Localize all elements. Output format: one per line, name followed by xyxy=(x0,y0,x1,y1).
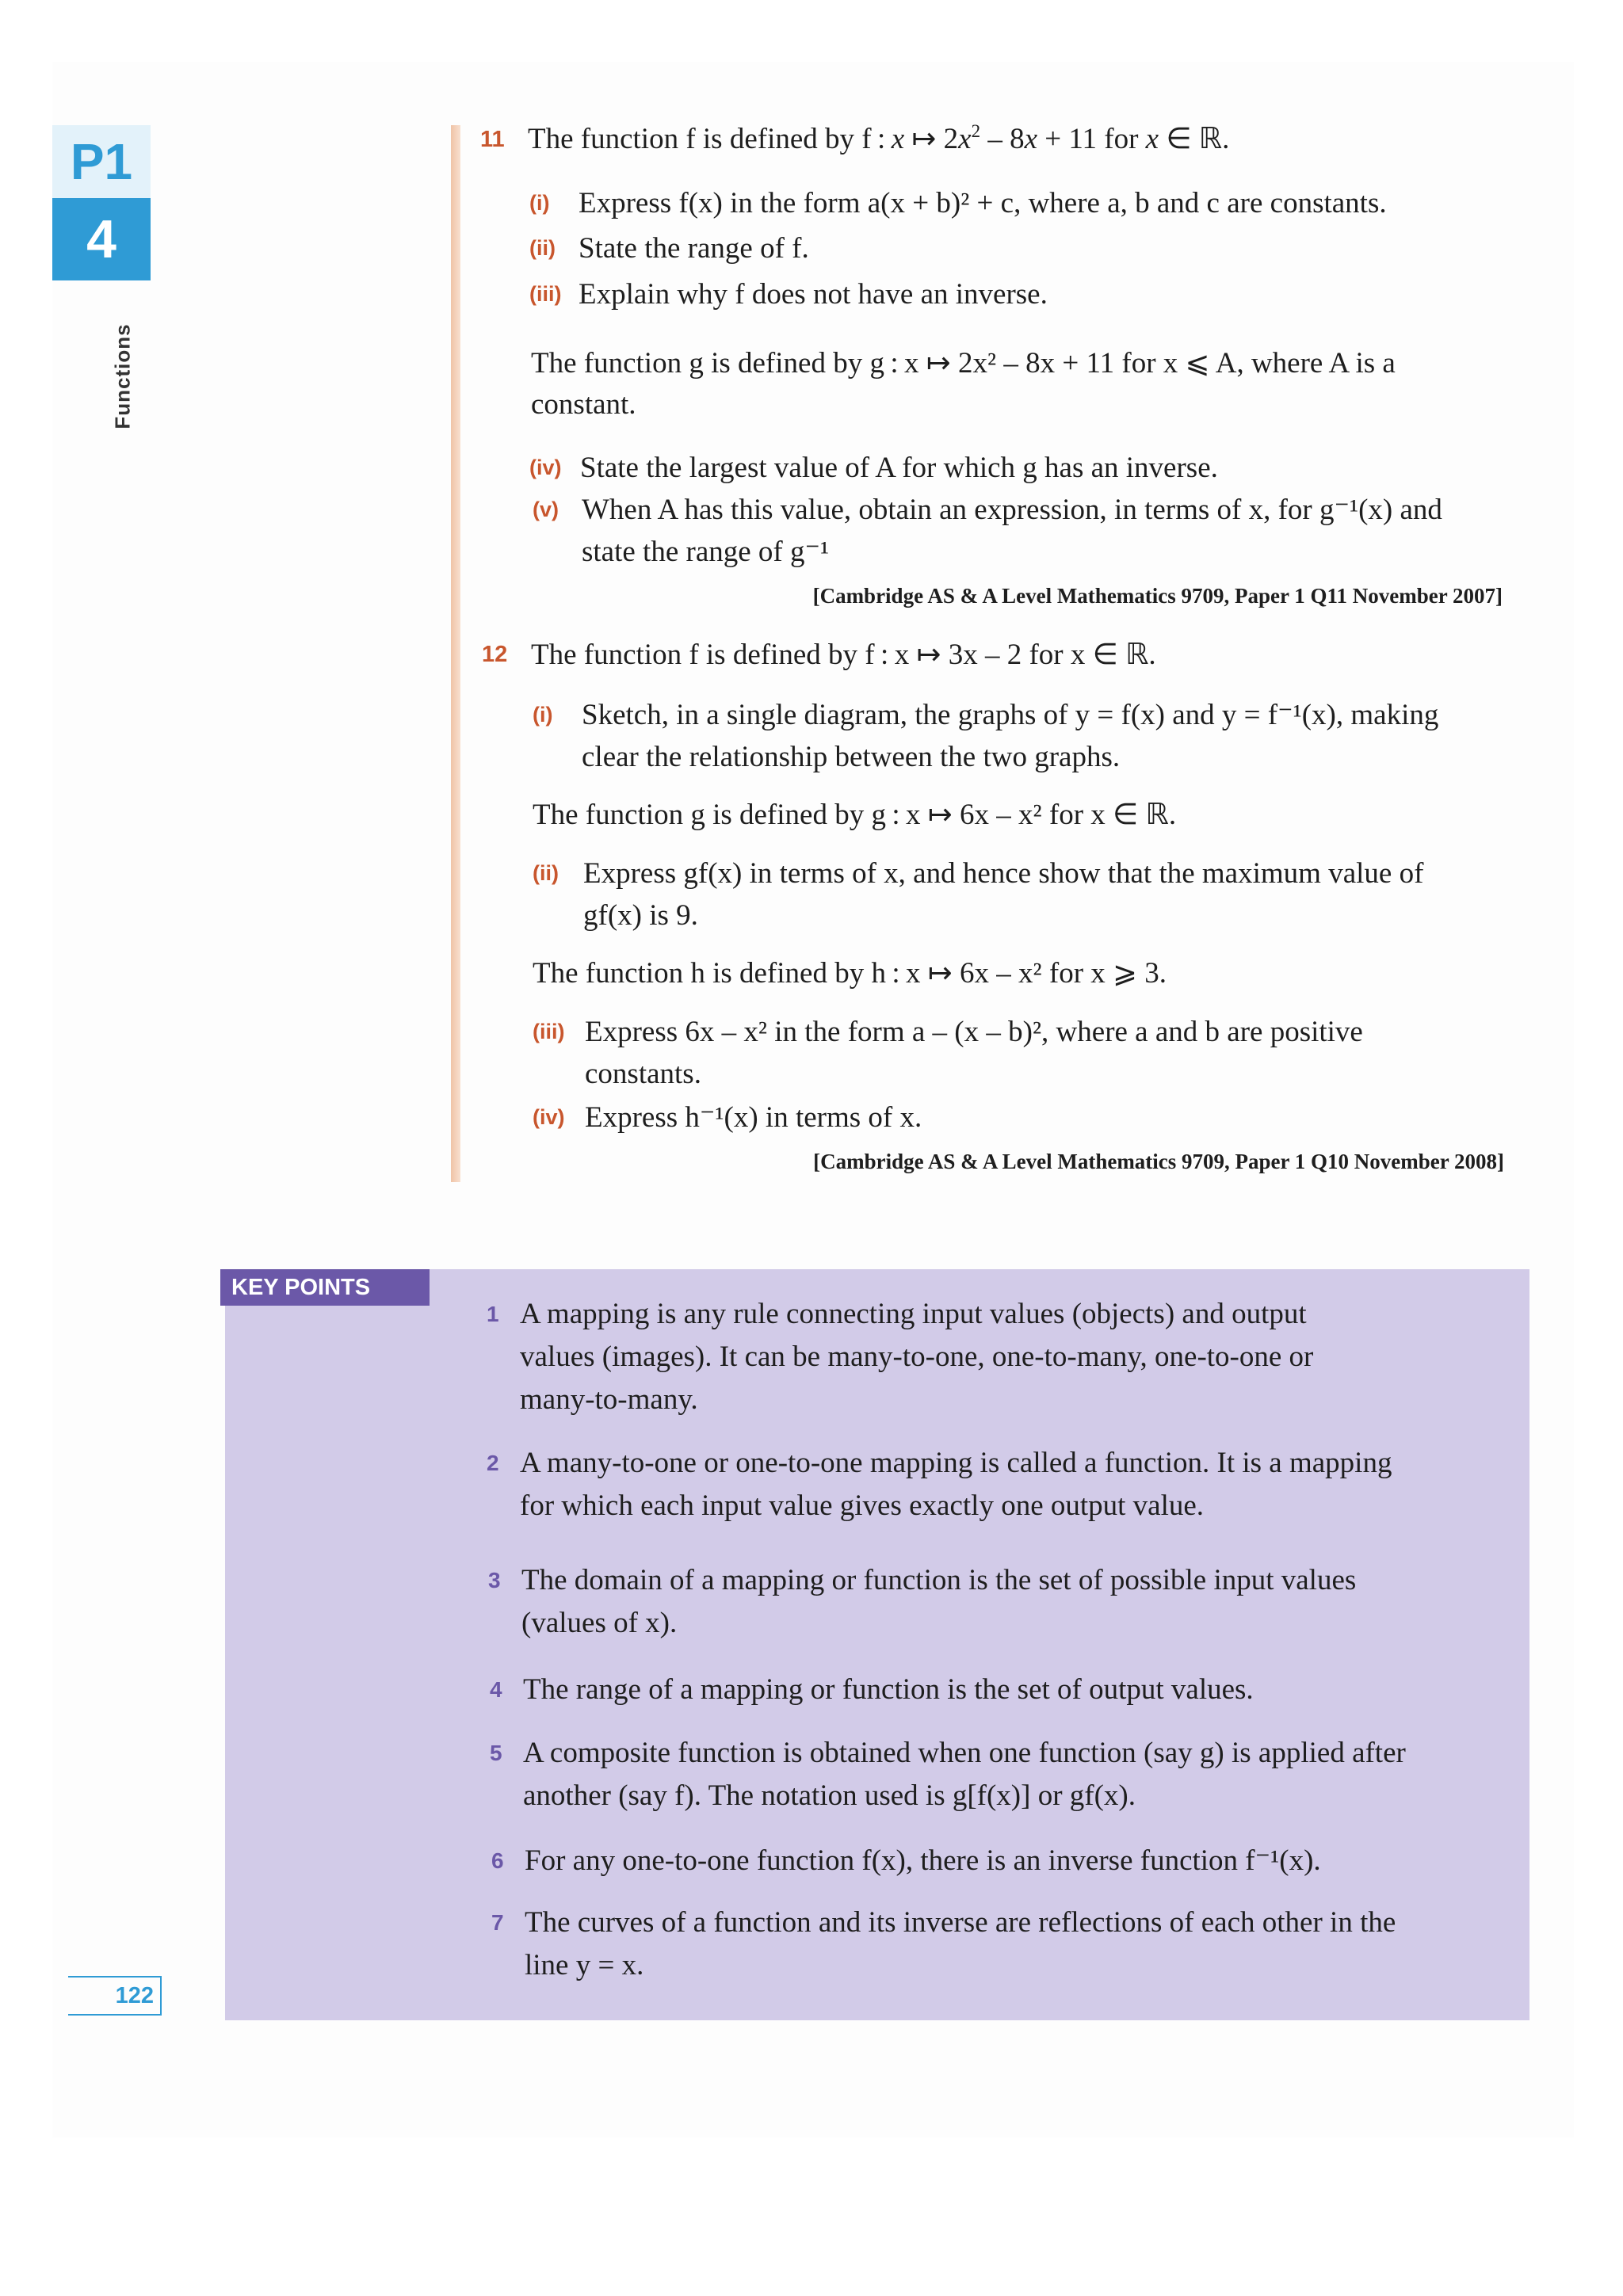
show-through-text xyxy=(333,127,339,154)
part-label: (iii) xyxy=(529,282,562,306)
function-definition: The function g is defined by g : x ↦ 6x – x² for x ∈ ℝ. xyxy=(533,799,1177,831)
part-text: When A has this value, obtain an expression, in terms of x, for g⁻¹(x) and xyxy=(582,494,1442,526)
page-number: 122 xyxy=(68,1976,162,2016)
key-point-number: 3 xyxy=(488,1568,501,1592)
key-point-number: 4 xyxy=(490,1677,502,1702)
key-point-text: The range of a mapping or function is the set of output values. xyxy=(523,1673,1254,1706)
part-text-cont: state the range of g⁻¹ xyxy=(582,536,830,568)
key-point-text: another (say f). The notation used is g[f(x)] or gf(x). xyxy=(523,1779,1136,1812)
key-point-number: 1 xyxy=(487,1302,499,1326)
part-text: Sketch, in a single diagram, the graphs of y = f(x) and y = f⁻¹(x), making xyxy=(582,699,1439,731)
key-points-heading: KEY POINTS xyxy=(220,1269,430,1306)
key-point-text: The curves of a function and its inverse are reflections of each other in the xyxy=(525,1906,1396,1939)
question-stem: The function f is defined by f : x ↦ 3x – 2 for x ∈ ℝ. xyxy=(531,639,1156,671)
key-point-text: many-to-many. xyxy=(520,1383,698,1416)
chapter-title-vertical: Functions xyxy=(110,323,135,429)
key-point-text: The domain of a mapping or function is the set of possible input values xyxy=(521,1564,1357,1596)
chapter-number-tab: 4 xyxy=(52,198,151,280)
question-number: 12 xyxy=(482,642,508,667)
key-point-text: line y = x. xyxy=(525,1949,644,1981)
key-point-number: 2 xyxy=(487,1451,499,1475)
part-label: (iv) xyxy=(529,456,562,479)
key-point-text: A composite function is obtained when one function (say g) is applied after xyxy=(523,1737,1406,1769)
exercise-margin-bar xyxy=(451,125,460,1182)
question-number: 11 xyxy=(480,127,505,152)
function-definition-cont: constant. xyxy=(531,388,636,421)
key-point-text: A many-to-one or one-to-one mapping is called a function. It is a mapping xyxy=(520,1447,1392,1479)
part-text: Express h⁻¹(x) in terms of x. xyxy=(585,1101,922,1134)
part-label: (ii) xyxy=(529,236,556,260)
part-text-cont: clear the relationship between the two graphs. xyxy=(582,741,1121,773)
part-label: (i) xyxy=(533,703,553,727)
part-text: State the largest value of A for which g has an inverse. xyxy=(580,452,1218,484)
question-source: [Cambridge AS & A Level Mathematics 9709, Paper 1 Q11 November 2007] xyxy=(812,584,1503,608)
key-point-number: 6 xyxy=(491,1848,504,1873)
key-point-text: (values of x). xyxy=(521,1607,678,1639)
part-label: (v) xyxy=(533,498,559,521)
part-text-cont: constants. xyxy=(585,1058,701,1090)
part-text: Explain why f does not have an inverse. xyxy=(579,278,1048,311)
function-definition: The function g is defined by g : x ↦ 2x² – 8x + 11 for x ⩽ A, where A is a xyxy=(531,347,1396,379)
part-text: State the range of f. xyxy=(579,232,809,265)
key-point-number: 7 xyxy=(491,1910,504,1935)
key-point-text: for which each input value gives exactly one output value. xyxy=(520,1489,1205,1522)
part-label: (iv) xyxy=(533,1105,565,1129)
key-point-text: For any one-to-one function f(x), there is an inverse function f⁻¹(x). xyxy=(525,1844,1321,1877)
part-text: Express f(x) in the form a(x + b)² + c, where a, b and c are constants. xyxy=(579,187,1387,219)
function-definition: The function h is defined by h : x ↦ 6x – x² for x ⩾ 3. xyxy=(533,957,1167,990)
part-label: (i) xyxy=(529,191,550,215)
part-label: (ii) xyxy=(533,861,559,885)
key-point-number: 5 xyxy=(490,1741,502,1765)
part-text: Express gf(x) in terms of x, and hence show that the maximum value of xyxy=(583,857,1424,890)
key-point-text: A mapping is any rule connecting input values (objects) and output xyxy=(520,1298,1307,1330)
part-text-cont: gf(x) is 9. xyxy=(583,899,698,932)
chapter-part-tab: P1 xyxy=(52,125,151,198)
part-text: Express 6x – x² in the form a – (x – b)², where a and b are positive xyxy=(585,1016,1363,1048)
question-stem: The function f is defined by f : x ↦ $2x^2 - 8x + 11$ for x ∈ ℝ. xyxy=(528,120,1230,155)
part-label: (iii) xyxy=(533,1020,565,1043)
key-point-text: values (images). It can be many-to-one, one-to-many, one-to-one or xyxy=(520,1341,1314,1373)
question-source: [Cambridge AS & A Level Mathematics 9709, Paper 1 Q10 November 2008] xyxy=(813,1150,1504,1173)
